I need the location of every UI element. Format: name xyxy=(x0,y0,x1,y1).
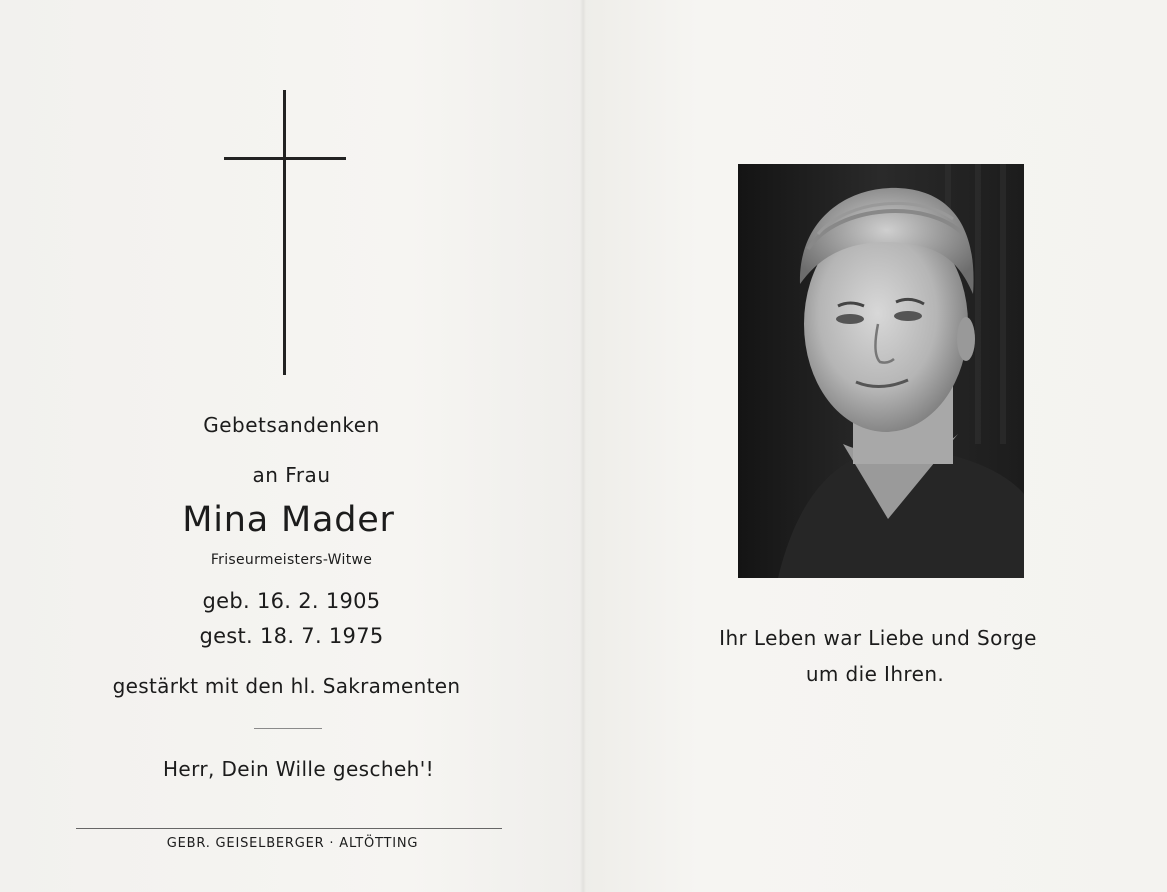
portrait-photo xyxy=(738,164,1024,578)
cross-icon xyxy=(224,90,346,375)
birth-date: geb. 16. 2. 1905 xyxy=(202,589,381,613)
sacraments-line: gestärkt mit den hl. Sakramenten xyxy=(112,674,461,698)
printer-imprint: GEBR. GEISELBERGER · ALTÖTTING xyxy=(166,836,419,851)
salutation: an Frau xyxy=(252,463,331,487)
memorial-caption-line-2: um die Ihren. xyxy=(805,662,945,686)
occupation: Friseurmeisters-Witwe xyxy=(210,552,373,568)
card-heading: Gebetsandenken xyxy=(203,413,380,437)
deceased-name: Mina Mader xyxy=(182,500,395,540)
divider-long xyxy=(76,828,502,829)
divider-short xyxy=(254,728,322,729)
death-date: gest. 18. 7. 1975 xyxy=(199,624,384,648)
memorial-caption-line-1: Ihr Leben war Liebe und Sorge xyxy=(719,626,1037,650)
prayer-line: Herr, Dein Wille gescheh'! xyxy=(162,757,435,781)
